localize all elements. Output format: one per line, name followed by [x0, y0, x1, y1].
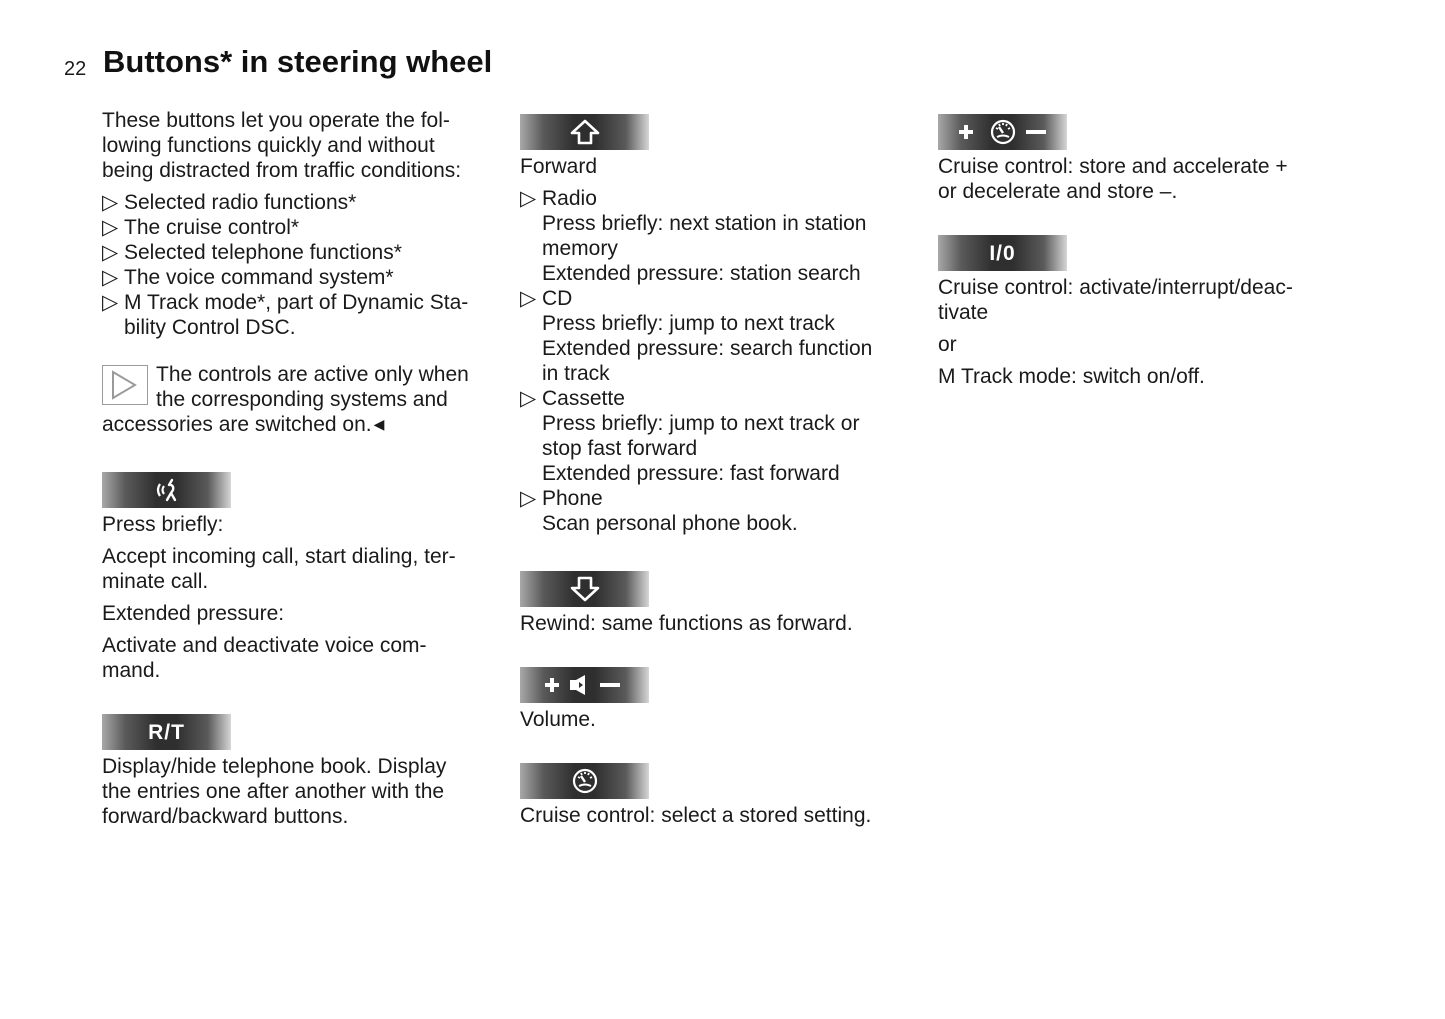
- io-text: Cruise control: activate/interrupt/deac- tivate: [938, 276, 1293, 324]
- list-item: ▷ Cassette: [520, 387, 625, 410]
- voice-label-1: Press briefly:: [102, 513, 224, 536]
- speedometer-icon: [570, 767, 600, 795]
- voice-command-button[interactable]: [102, 472, 231, 508]
- list-detail: memory: [542, 237, 618, 260]
- triangle-bullet-icon: ▷: [102, 266, 119, 289]
- rewind-text: Rewind: same functions as forward.: [520, 612, 853, 635]
- io-or: or: [938, 333, 957, 356]
- cruise-store-button[interactable]: [938, 114, 1067, 150]
- column-right: [938, 108, 1338, 396]
- arrow-down-icon: [569, 576, 601, 602]
- end-mark-icon: ◀: [373, 416, 385, 432]
- note-line: accessories are switched on. ◀: [102, 413, 385, 436]
- column-left: [102, 108, 502, 836]
- cruise-select-text: Cruise control: select a stored setting.: [520, 804, 872, 827]
- forward-title: Forward: [520, 155, 598, 178]
- triangle-bullet-icon: ▷: [102, 241, 119, 264]
- list-item: ▷ The cruise control*: [102, 216, 300, 239]
- rewind-button[interactable]: [520, 571, 649, 607]
- intro-line: These buttons let you operate the fol-: [102, 109, 450, 132]
- intro-line: lowing functions quickly and without: [102, 134, 435, 157]
- list-item: ▷ Phone: [520, 487, 603, 510]
- voice-text-2: Activate and deactivate voice com- mand.: [102, 634, 427, 682]
- function-list: [102, 190, 502, 340]
- list-detail: in track: [542, 362, 610, 385]
- list-detail: Extended pressure: fast forward: [542, 462, 840, 485]
- list-detail: Scan personal phone book.: [542, 512, 798, 535]
- voice-text-1: Accept incoming call, start dialing, ter- minate call.: [102, 545, 456, 593]
- list-item: ▷ CD: [520, 287, 573, 310]
- rt-button[interactable]: [102, 714, 231, 750]
- note-box: [102, 362, 502, 437]
- list-detail: Extended pressure: station search: [542, 262, 861, 285]
- page-title: Buttons* in steering wheel: [103, 44, 493, 79]
- arrow-up-icon: [569, 119, 601, 145]
- list-item: ▷ Selected telephone functions*: [102, 241, 402, 264]
- io-button[interactable]: [938, 235, 1067, 271]
- intro-line: being distracted from traffic conditions:: [102, 159, 462, 182]
- list-item: ▷ M Track mode*, part of Dynamic Sta- bility Control DSC.: [102, 291, 469, 339]
- note-line: The controls are active only when: [156, 363, 469, 386]
- rt-text: Display/hide telephone book. Display the entries one after another with the forward/backward buttons.: [102, 755, 447, 828]
- io-button-label: I/0: [989, 241, 1016, 265]
- volume-button[interactable]: [520, 667, 649, 703]
- cruise-store-text: Cruise control: store and accelerate + or decelerate and store –.: [938, 155, 1288, 203]
- triangle-bullet-icon: ▷: [520, 187, 537, 210]
- voice-label-2: Extended pressure:: [102, 602, 285, 625]
- triangle-bullet-icon: ▷: [520, 487, 537, 510]
- triangle-bullet-icon: ▷: [520, 387, 537, 410]
- forward-button[interactable]: [520, 114, 649, 150]
- forward-list: [520, 186, 920, 536]
- voice-command-icon: [152, 476, 182, 504]
- triangle-bullet-icon: ▷: [102, 291, 119, 314]
- plus-speedometer-minus-icon: [956, 118, 1050, 146]
- list-item: ▷ The voice command system*: [102, 266, 394, 289]
- page-number: 22: [64, 58, 87, 80]
- triangle-bullet-icon: ▷: [520, 287, 537, 310]
- note-arrow-icon: [102, 365, 148, 405]
- volume-icon: [542, 672, 628, 698]
- list-item: ▷ Selected radio functions*: [102, 191, 357, 214]
- cruise-select-button[interactable]: [520, 763, 649, 799]
- list-item: ▷ Radio: [520, 187, 597, 210]
- volume-text: Volume.: [520, 708, 596, 731]
- list-detail: stop fast forward: [542, 437, 698, 460]
- list-detail: Press briefly: next station in station: [542, 212, 867, 235]
- list-detail: Extended pressure: search function: [542, 337, 873, 360]
- intro-paragraph: [102, 108, 502, 183]
- note-line: the corresponding systems and: [156, 388, 448, 411]
- rt-button-label: R/T: [148, 720, 185, 744]
- list-detail: Press briefly: jump to next track: [542, 312, 835, 335]
- io-mtrack-text: M Track mode: switch on/off.: [938, 365, 1205, 388]
- triangle-bullet-icon: ▷: [102, 216, 119, 239]
- triangle-bullet-icon: ▷: [102, 191, 119, 214]
- list-detail: Press briefly: jump to next track or: [542, 412, 860, 435]
- column-middle: [520, 108, 920, 835]
